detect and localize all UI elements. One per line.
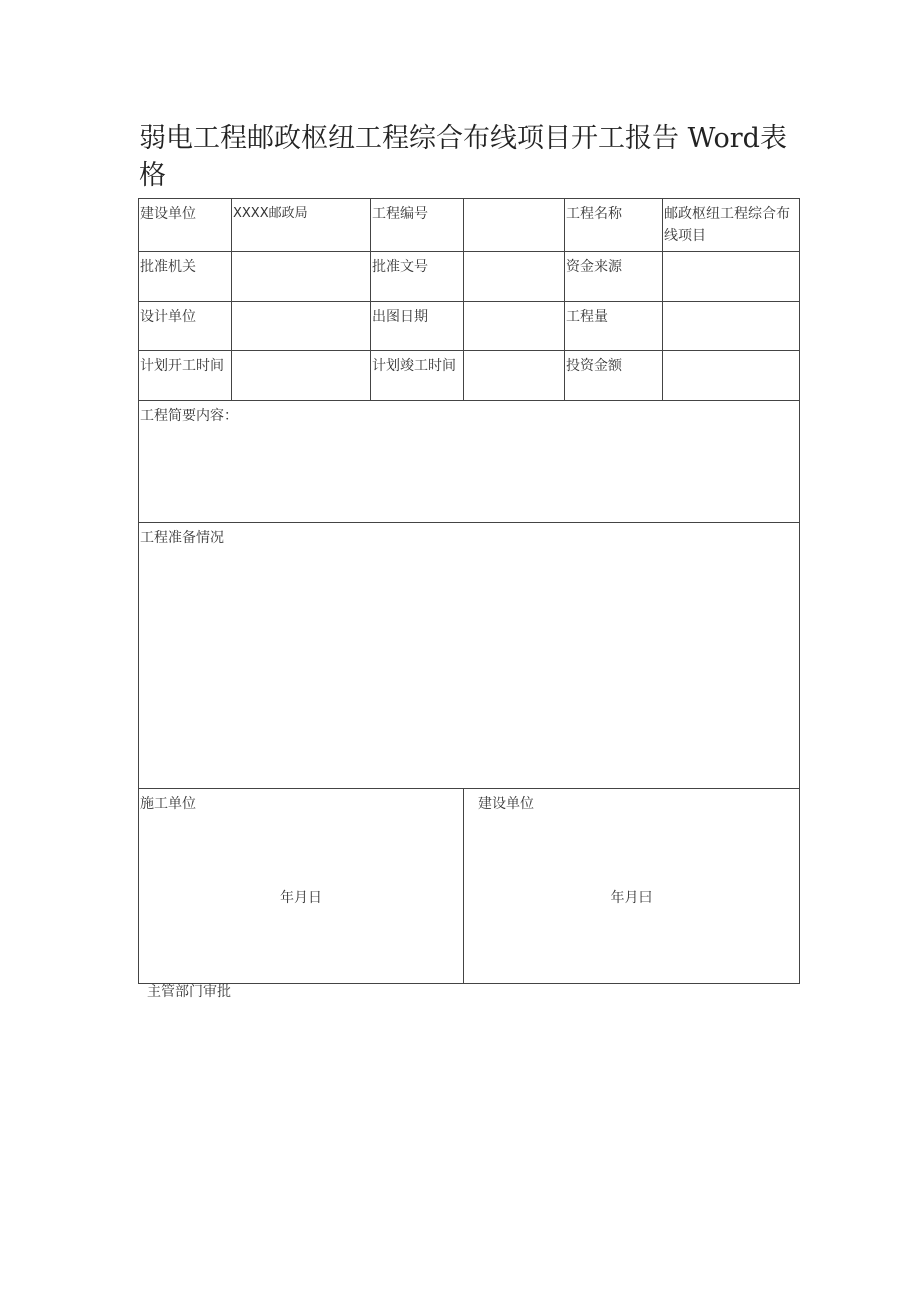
value-project-number[interactable]	[464, 199, 565, 252]
label-project-preparation: 工程准备情况	[140, 530, 224, 546]
form-row-signatures	[139, 789, 800, 984]
value-planned-start[interactable]	[232, 351, 371, 401]
label-work-quantity: 工程量	[565, 302, 663, 351]
value-design-unit[interactable]	[232, 302, 371, 351]
start-report-form	[138, 198, 800, 984]
label-owner-unit: 建设单位	[478, 796, 534, 812]
value-approval-authority[interactable]	[232, 252, 371, 302]
label-project-summary: 工程简要内容：	[140, 408, 238, 424]
label-planned-completion: 计划竣工时间	[371, 351, 464, 401]
label-approval-authority: 批准机关	[139, 252, 232, 302]
form-row-1	[139, 199, 800, 252]
owner-unit-signature-cell[interactable]	[464, 789, 800, 984]
value-planned-completion[interactable]	[464, 351, 565, 401]
construction-unit-signature-cell[interactable]	[139, 789, 464, 984]
form-row-2	[139, 252, 800, 302]
label-project-name: 工程名称	[565, 199, 663, 252]
form-row-4	[139, 351, 800, 401]
value-drawing-date[interactable]	[464, 302, 565, 351]
value-project-name[interactable]: 邮政枢纽工程综合布线项目	[663, 199, 800, 252]
document-title: 弱电工程邮政枢纽工程综合布线项目开工报告 Word表格	[139, 123, 787, 191]
approval-footer-label: 主管部门审批	[147, 984, 231, 1000]
value-construction-unit[interactable]: XXXX邮政局	[232, 199, 371, 252]
label-project-number: 工程编号	[371, 199, 464, 252]
label-construction-contractor: 施工单位	[140, 796, 196, 812]
construction-date: 年月日	[280, 890, 322, 906]
label-planned-start: 计划开工时间	[139, 351, 232, 401]
form-row-preparation	[139, 523, 800, 789]
label-approval-number: 批准文号	[371, 252, 464, 302]
value-approval-number[interactable]	[464, 252, 565, 302]
value-investment-amount[interactable]	[663, 351, 800, 401]
label-design-unit: 设计单位	[139, 302, 232, 351]
label-drawing-date: 出图日期	[371, 302, 464, 351]
label-construction-unit: 建设单位	[139, 199, 232, 252]
label-funding-source: 资金来源	[565, 252, 663, 302]
preparation-cell[interactable]	[139, 523, 800, 789]
summary-cell[interactable]	[139, 401, 800, 523]
form-row-3	[139, 302, 800, 351]
value-funding-source[interactable]	[663, 252, 800, 302]
form-row-summary	[139, 401, 800, 523]
label-investment-amount: 投资金额	[565, 351, 663, 401]
owner-date: 年月曰	[610, 890, 653, 906]
value-work-quantity[interactable]	[663, 302, 800, 351]
